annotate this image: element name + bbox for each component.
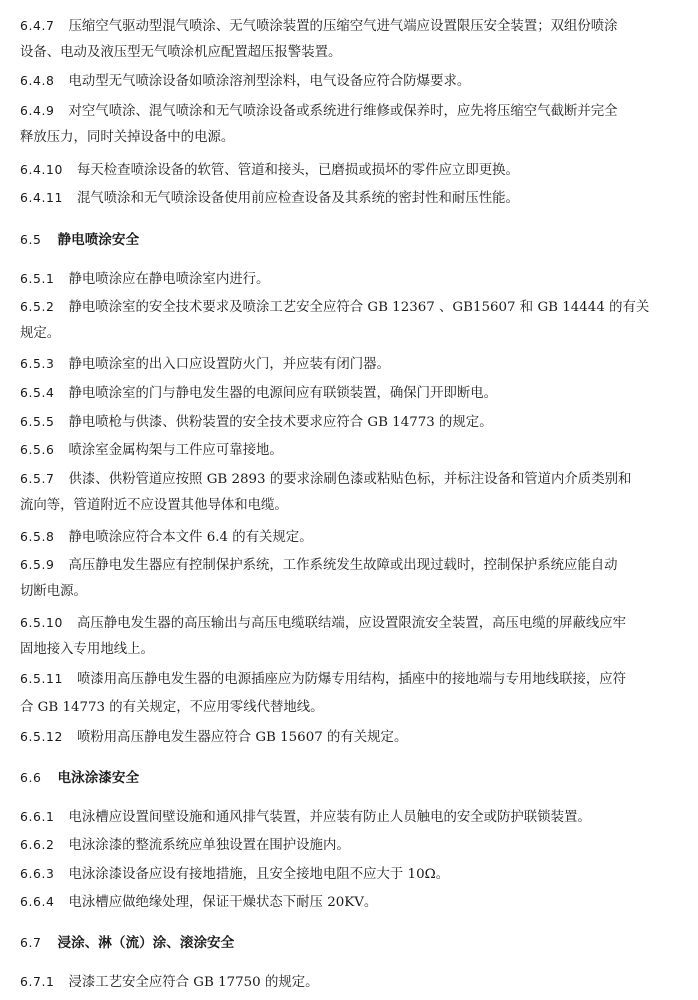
section-heading-6-7: [20, 934, 680, 952]
section-number: 6.7: [20, 935, 42, 950]
section-heading-6-6: [20, 769, 680, 787]
clause-6-5-9: [20, 556, 680, 575]
clause-number: 6.4.10: [20, 162, 64, 177]
clause-number: 6.5.11: [20, 671, 64, 686]
clause-text: 喷粉用高压静电发生器应符合 GB 15607 的有关规定。: [77, 730, 408, 745]
clause-6-5-7: [20, 470, 680, 489]
clause-number: 6.4.9: [20, 103, 55, 118]
section-title: 浸涂、淋（流）涂、滚涂安全: [57, 935, 235, 951]
section-number: 6.5: [20, 232, 42, 247]
clause-number: 6.5.2: [20, 299, 55, 314]
clause-number: 6.5.1: [20, 271, 55, 286]
clause-number: 6.5.5: [20, 414, 55, 429]
clause-text: 压缩空气驱动型混气喷涂、无气喷涂装置的压缩空气进气端应设置限压安全装置；双组份喷涂: [68, 19, 618, 34]
section-heading-6-5: [20, 231, 680, 249]
clause-text: 每天检查喷涂设备的软管、管道和接头，已磨损或损坏的零件应立即更换。: [77, 163, 519, 178]
section-title: 电泳涂漆安全: [57, 770, 140, 786]
clause-text: 电泳槽应设置间壁设施和通风排气装置，并应装有防止人员触电的安全或防护联锁装置。: [68, 810, 591, 825]
clause-text: 浸漆工艺安全应符合 GB 17750 的规定。: [68, 975, 319, 990]
clause-6-6-1: [20, 808, 680, 827]
clause-6-6-3: [20, 865, 680, 884]
clause-6-5-2: [20, 298, 680, 317]
clause-number: 6.5.4: [20, 385, 55, 400]
clause-text: 电泳槽应做绝缘处理，保证干燥状态下耐压 20KV。: [68, 895, 378, 910]
clause-6-5-5: [20, 413, 680, 432]
clause-6-5-1: [20, 270, 680, 289]
clause-text: 喷漆用高压静电发生器的电源插座应为防爆专用结构，插座中的接地端与专用地线联接，应符: [77, 672, 627, 687]
clause-number: 6.6.1: [20, 809, 55, 824]
clause-6-5-3: [20, 355, 680, 374]
clause-6-5-8: [20, 528, 680, 547]
clause-number: 6.5.8: [20, 529, 55, 544]
clause-number: 6.5.12: [20, 729, 64, 744]
clause-6-7-1: [20, 973, 680, 992]
clause-number: 6.5.7: [20, 471, 55, 486]
clause-6-5-11-continuation: 合 GB 14773 的有关规定，不应用零线代替地线。: [20, 700, 324, 715]
clause-number: 6.5.3: [20, 356, 55, 371]
clause-text: 电动型无气喷涂设备如喷涂溶剂型涂料，电气设备应符合防爆要求。: [68, 74, 471, 89]
clause-number: 6.4.11: [20, 190, 64, 205]
clause-number: 6.5.10: [20, 615, 64, 630]
section-number: 6.6: [20, 770, 42, 785]
clause-6-5-7-continuation: 流向等，管道附近不应设置其他导体和电缆。: [20, 498, 288, 513]
clause-number: 6.5.9: [20, 557, 55, 572]
clause-number: 6.5.6: [20, 442, 55, 457]
clause-6-4-9-continuation: 释放压力，同时关掉设备中的电源。: [20, 130, 235, 145]
clause-text: 静电喷涂应符合本文件 6.4 的有关规定。: [68, 530, 313, 545]
clause-6-6-4: [20, 893, 680, 912]
clause-6-5-6: [20, 441, 680, 460]
clause-text: 供漆、供粉管道应按照 GB 2893 的要求涂刷色漆或粘贴色标，并标注设备和管道内介质类别和: [68, 472, 632, 487]
clause-6-4-7-continuation: 设备、电动及液压型无气喷涂机应配置超压报警装置。: [20, 45, 342, 60]
clause-6-5-4: [20, 384, 680, 403]
clause-6-4-7: [20, 17, 680, 36]
clause-number: 6.7.1: [20, 974, 55, 989]
section-title: 静电喷涂安全: [57, 232, 140, 248]
clause-text: 静电喷涂室的出入口应设置防火门，并应装有闭门器。: [68, 357, 390, 372]
clause-number: 6.4.7: [20, 18, 55, 33]
clause-6-5-12: [20, 728, 680, 747]
clause-text: 喷涂室金属构架与工件应可靠接地。: [68, 443, 283, 458]
clause-number: 6.6.2: [20, 837, 55, 852]
clause-6-4-10: [20, 161, 680, 180]
clause-6-5-10: [20, 614, 680, 633]
clause-6-5-10-continuation: 固地接入专用地线上。: [20, 642, 154, 657]
clause-6-4-8: [20, 72, 680, 91]
clause-text: 混气喷涂和无气喷涂设备使用前应检查设备及其系统的密封性和耐压性能。: [77, 191, 519, 206]
clause-text: 电泳涂漆设备应设有接地措施，且安全接地电阻不应大于 10Ω。: [68, 867, 450, 882]
clause-6-5-2-continuation: 规定。: [20, 326, 61, 341]
clause-text: 电泳涂漆的整流系统应单独设置在围护设施内。: [68, 838, 350, 853]
clause-6-5-9-continuation: 切断电源。: [20, 584, 87, 599]
clause-6-4-9: [20, 102, 680, 121]
clause-number: 6.6.4: [20, 894, 55, 909]
clause-6-5-11: [20, 670, 680, 689]
clause-number: 6.6.3: [20, 866, 55, 881]
clause-6-6-2: [20, 836, 680, 855]
clause-text: 静电喷涂应在静电喷涂室内进行。: [68, 272, 270, 287]
clause-text: 高压静电发生器应有控制保护系统，工作系统发生故障或出现过载时，控制保护系统应能自动: [68, 558, 618, 573]
clause-text: 静电喷涂室的安全技术要求及喷涂工艺安全应符合 GB 12367 、GB15607 和 GB 14444 的有关: [68, 300, 650, 315]
clause-text: 静电喷涂室的门与静电发生器的电源间应有联锁装置，确保门开即断电。: [68, 386, 498, 401]
clause-number: 6.4.8: [20, 73, 55, 88]
clause-text: 静电喷枪与供漆、供粉装置的安全技术要求应符合 GB 14773 的规定。: [68, 415, 493, 430]
clause-text: 高压静电发生器的高压输出与高压电缆联结端，应设置限流安全装置，高压电缆的屏蔽线应牢: [77, 616, 627, 631]
clause-text: 对空气喷涂、混气喷涂和无气喷涂设备或系统进行维修或保养时，应先将压缩空气截断并完全: [68, 104, 618, 119]
clause-6-4-11: [20, 189, 680, 208]
